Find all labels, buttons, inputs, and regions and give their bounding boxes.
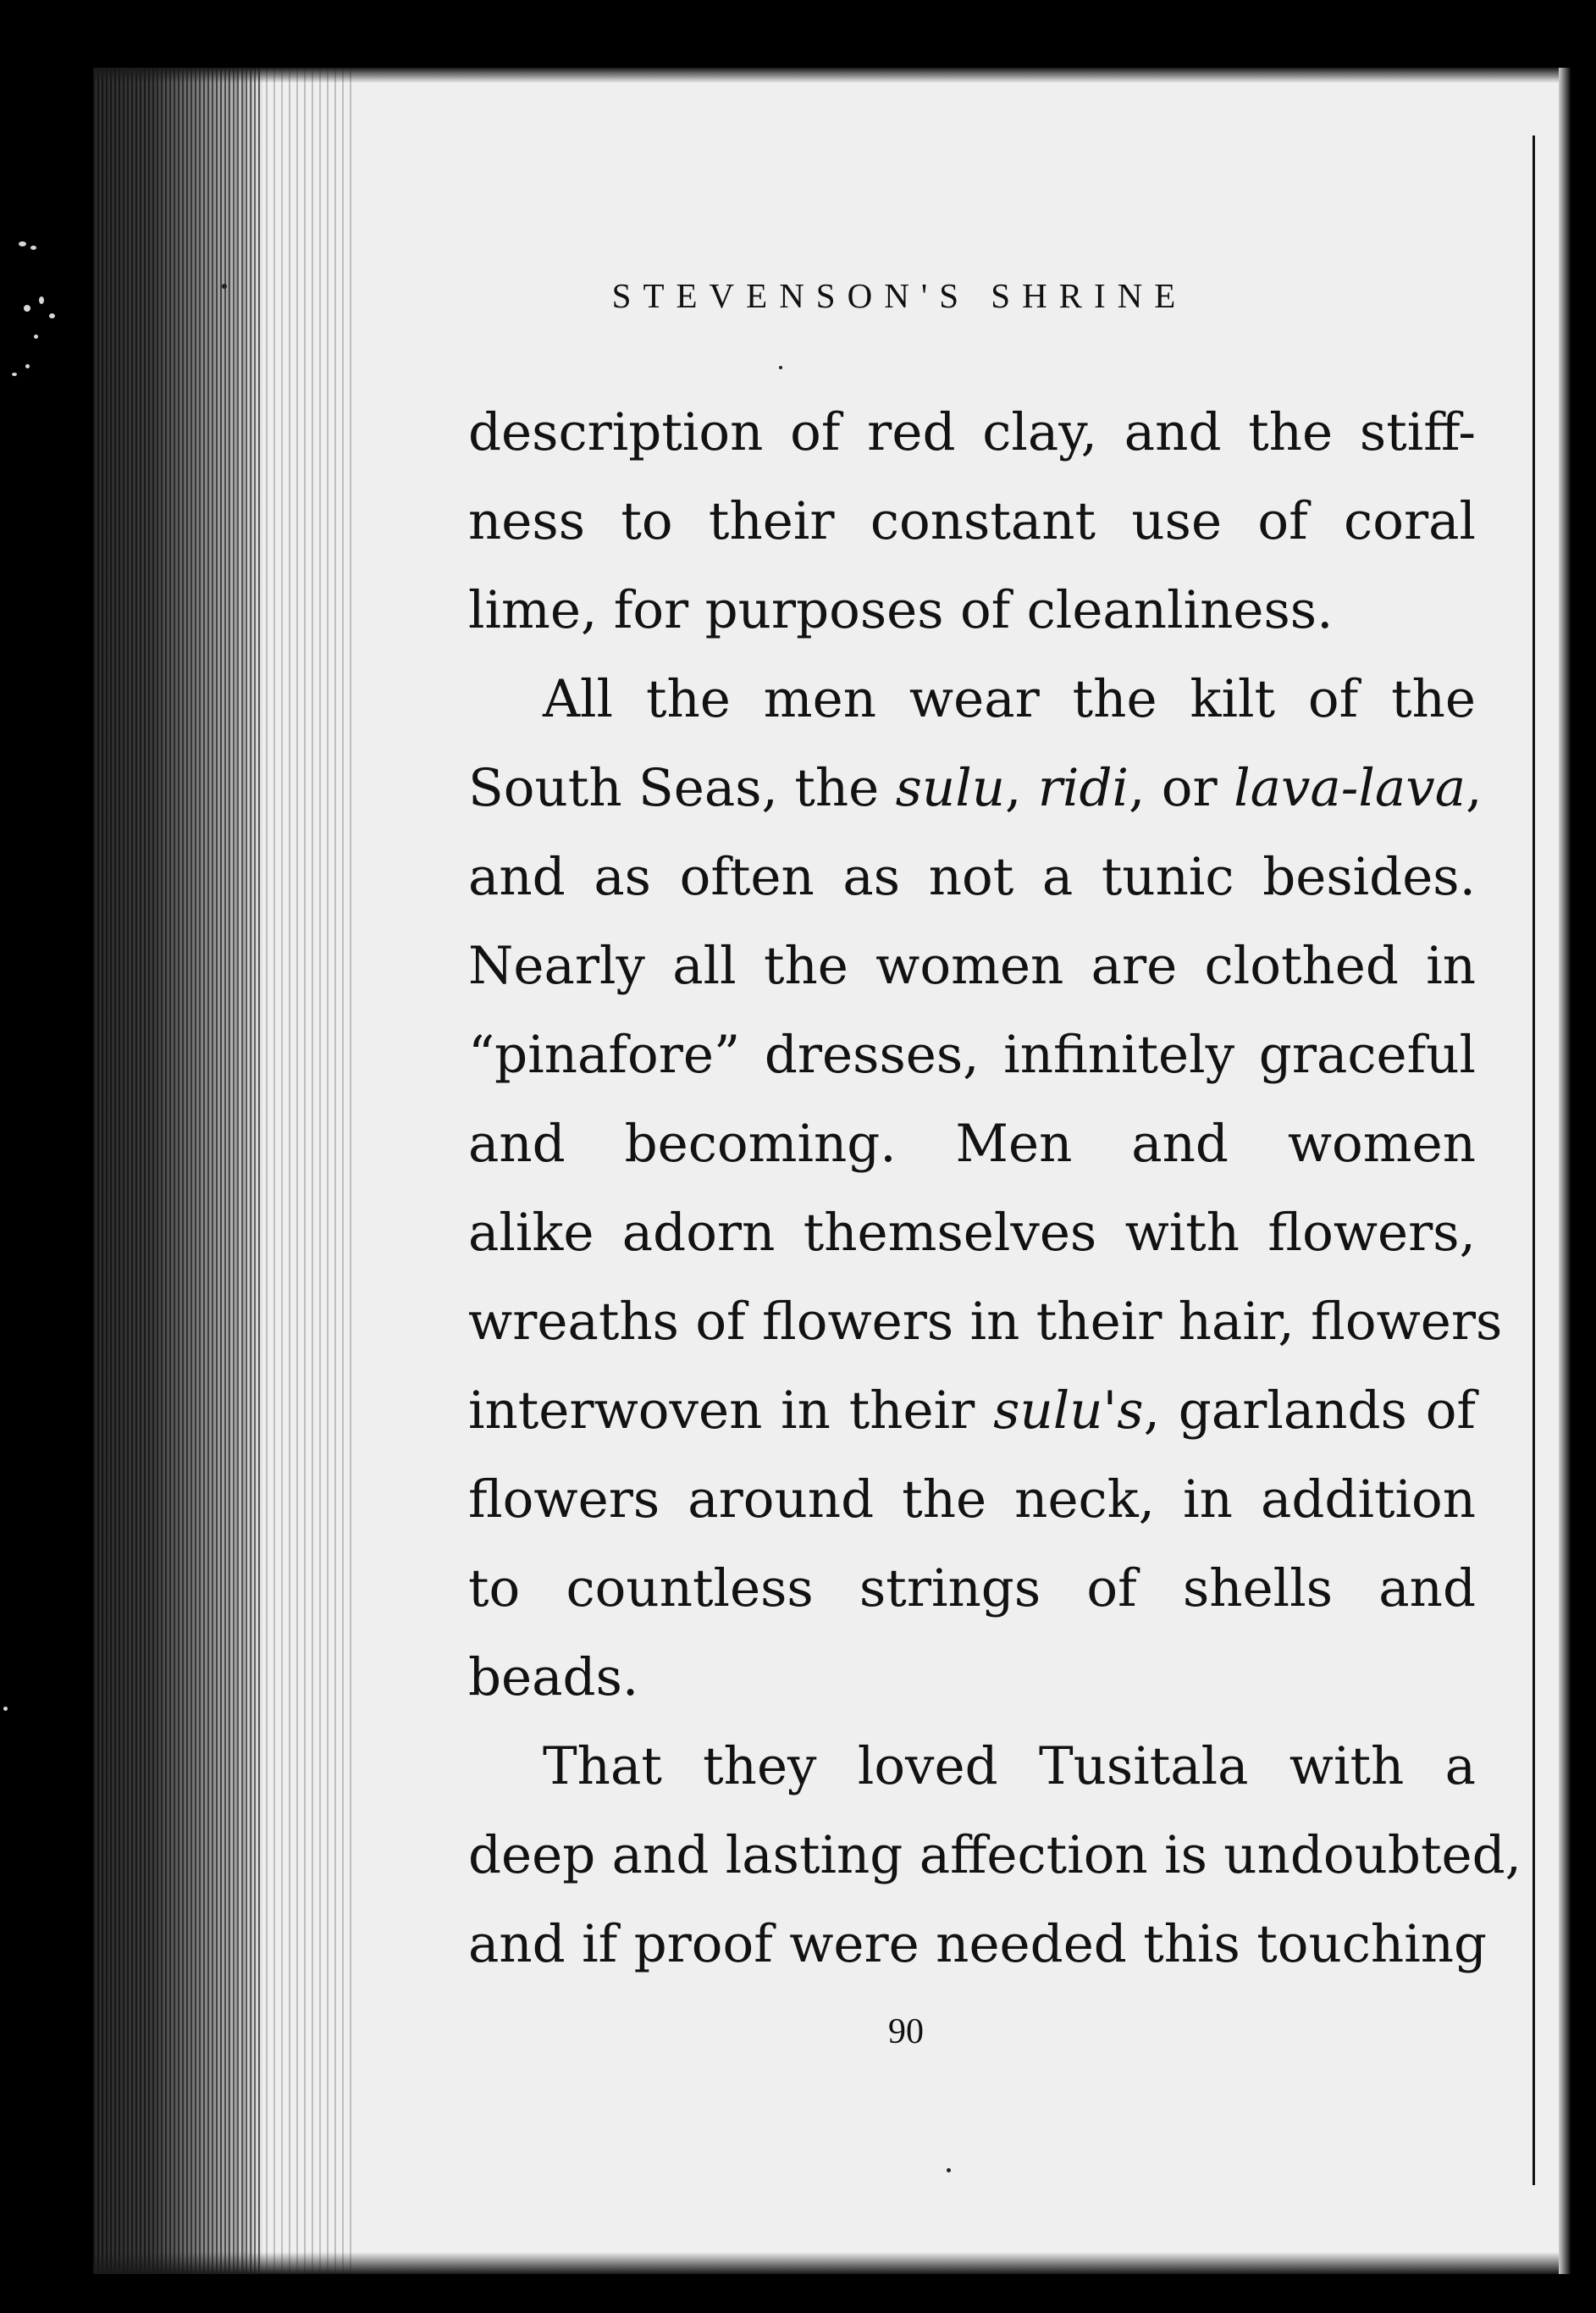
scan-speck — [25, 364, 30, 368]
scan-speck — [3, 1707, 8, 1711]
page-number: 90 — [888, 2012, 924, 2051]
text-line: ness to their constant use of coral — [468, 491, 1476, 551]
text-line: beads. — [468, 1647, 639, 1707]
gutter — [220, 68, 356, 2274]
scan-speck — [19, 241, 26, 246]
bottom-shadow — [93, 2252, 1571, 2274]
text-line: alike adorn themselves with flowers, — [468, 1203, 1476, 1263]
text-line: description of red clay, and the stiff- — [468, 402, 1476, 462]
text-line: “pinafore” dresses, infinitely graceful — [468, 1025, 1476, 1085]
text-line: and if proof were needed this touching — [468, 1914, 1488, 1974]
scan-dot — [779, 366, 782, 369]
text-line: Nearly all the women are clothed in — [468, 936, 1476, 996]
text-line: and becoming. Men and women — [468, 1114, 1476, 1174]
scan-speck — [30, 246, 36, 250]
text-line: wreaths of flowers in their hair, flowers — [468, 1292, 1503, 1352]
text-line: South Seas, the sulu, ridi, or lava-lava, — [468, 758, 1483, 818]
text-line: That they loved Tusitala with a — [543, 1736, 1476, 1796]
top-shadow — [93, 68, 1571, 83]
right-rule — [1532, 136, 1535, 2185]
running-head: STEVENSON'S SHRINE — [611, 276, 1188, 315]
scan-dot — [947, 2168, 951, 2172]
text-line: interwoven in their sulu's, garlands of — [468, 1381, 1476, 1441]
text-line: deep and lasting affection is undoubted, — [468, 1825, 1522, 1885]
scan-speck — [12, 373, 17, 376]
text-line: to countless strings of shells and — [468, 1558, 1476, 1619]
body-text — [468, 388, 1522, 1989]
text-line: All the men wear the kilt of the — [543, 669, 1476, 729]
text-line: flowers around the neck, in addition — [468, 1469, 1476, 1530]
right-edge — [1559, 68, 1571, 2274]
scan-speck — [34, 335, 38, 339]
text-line: lime, for purposes of cleanliness. — [468, 580, 1334, 640]
text-line: and as often as not a tunic besides. — [468, 847, 1476, 907]
